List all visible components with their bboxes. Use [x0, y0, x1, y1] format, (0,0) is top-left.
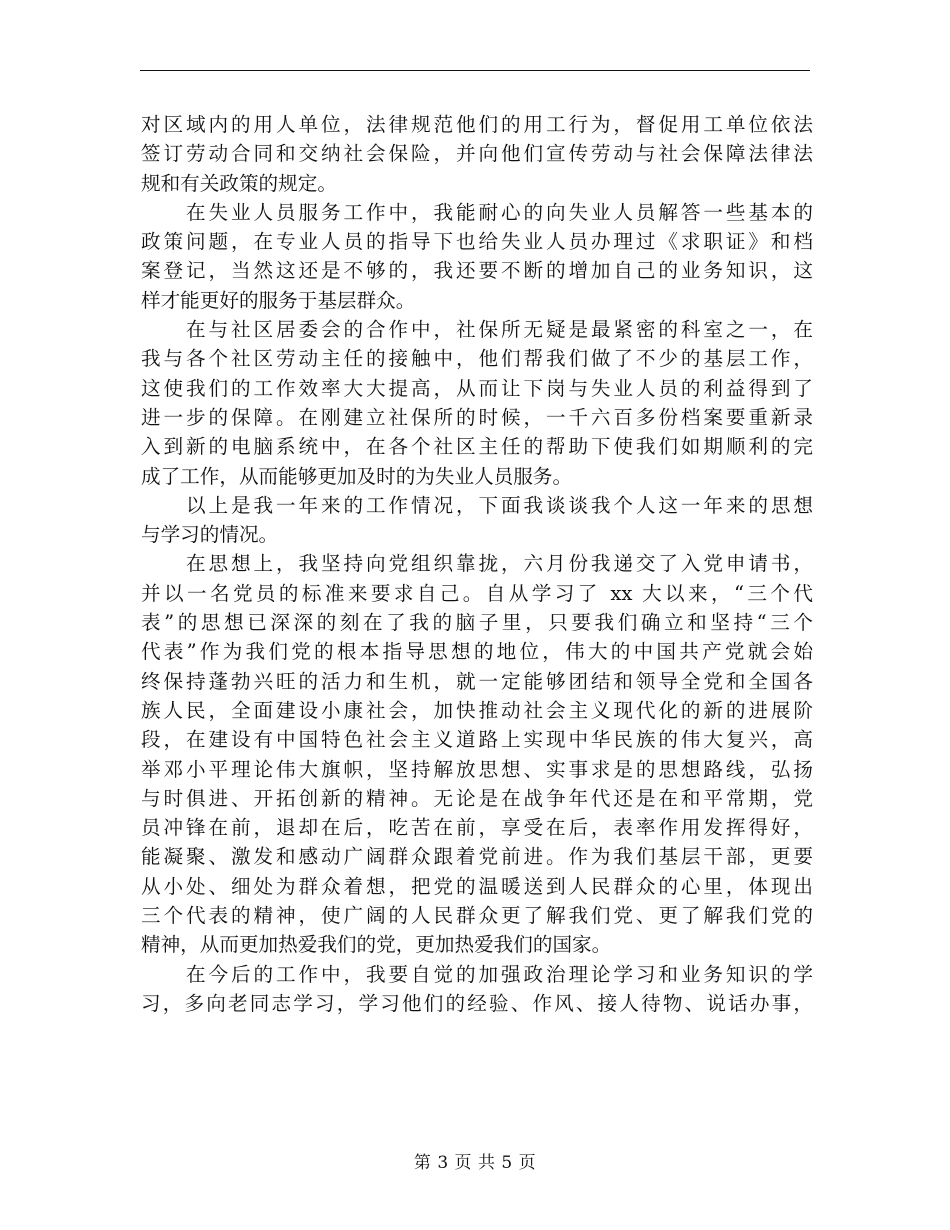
text-line: 习，多向老同志学习，学习他们的经验、作风、接人待物、说话办事， — [141, 991, 813, 1015]
document-body — [141, 110, 813, 1018]
paragraph — [141, 110, 813, 198]
header-rule — [140, 70, 810, 71]
text-line: 案登记，当然这还是不够的，我还要不断的增加自己的业务知识，这 — [141, 259, 813, 283]
text-line: 政策问题，在专业人员的指导下也给失业人员办理过《求职证》和档 — [141, 230, 813, 254]
text-line: 从小处、细处为群众着想，把党的温暖送到人民群众的心里，体现出 — [141, 874, 813, 898]
text-line: 成了工作，从而能够更加及时的为失业人员服务。 — [141, 464, 573, 488]
text-line: 代表”作为我们党的根本指导思想的地位，伟大的中国共产党就会始 — [141, 640, 813, 664]
text-line: 入到新的电脑系统中，在各个社区主任的帮助下使我们如期顺利的完 — [141, 435, 813, 459]
text-line: 终保持蓬勃兴旺的活力和生机，就一定能够团结和领导全党和全国各 — [141, 669, 813, 693]
text-line: 规和有关政策的规定。 — [141, 171, 337, 195]
paragraph — [141, 549, 813, 959]
paragraph — [141, 198, 813, 315]
text-line: 在今后的工作中，我要自觉的加强政治理论学习和业务知识的学 — [186, 962, 813, 986]
text-line: 样才能更好的服务于基层群众。 — [141, 288, 416, 312]
text-line: 举邓小平理论伟大旗帜，坚持解放思想、实事求是的思想路线，弘扬 — [141, 757, 813, 781]
text-line: 与时俱进、开拓创新的精神。无论是在战争年代还是在和平常期，党 — [141, 786, 813, 810]
text-line: 对区域内的用人单位，法律规范他们的用工行为，督促用工单位依法 — [141, 113, 813, 136]
text-line: 族人民，全面建设小康社会，加快推动社会主义现代化的新的进展阶 — [141, 698, 813, 722]
paragraph — [141, 491, 813, 550]
paragraph — [141, 315, 813, 491]
text-line: 我与各个社区劳动主任的接触中，他们帮我们做了不少的基层工作， — [141, 347, 813, 371]
text-line: 三个代表的精神，使广阔的人民群众更了解我们党、更了解我们党的 — [141, 904, 813, 928]
text-line: 以上是我一年来的工作情况，下面我谈谈我个人这一年来的思想 — [186, 493, 813, 517]
text-line: 进一步的保障。在刚建立社保所的时候，一千六百多份档案要重新录 — [141, 405, 813, 429]
page-footer: 第 3 页 共 5 页 — [413, 1153, 537, 1173]
text-line: 精神，从而更加热爱我们的党，更加热爱我们的国家。 — [141, 933, 612, 957]
paragraph — [141, 960, 813, 1019]
text-line: 能凝聚、激发和感动广阔群众跟着党前进。作为我们基层干部，更要 — [141, 845, 813, 869]
text-line: 在失业人员服务工作中，我能耐心的向失业人员解答一些基本的 — [186, 200, 813, 224]
text-line: 这使我们的工作效率大大提高，从而让下岗与失业人员的利益得到了 — [141, 376, 813, 400]
text-line: 段，在建设有中国特色社会主义道路上实现中华民族的伟大复兴，高 — [141, 728, 813, 752]
text-line: 与学习的情况。 — [141, 523, 279, 547]
text-line: 在思想上，我坚持向党组织靠拢，六月份我递交了入党申请书， — [186, 552, 813, 576]
text-line: 并以一名党员的标准来要求自己。自从学习了 xx 大以来，“三个代 — [141, 581, 813, 605]
text-line: 在与社区居委会的合作中，社保所无疑是最紧密的科室之一，在 — [186, 318, 813, 342]
text-line: 签订劳动合同和交纳社会保险，并向他们宣传劳动与社会保障法律法 — [141, 142, 813, 166]
text-line: 表”的思想已深深的刻在了我的脑子里，只要我们确立和坚持“三个 — [141, 611, 813, 635]
text-line: 员冲锋在前，退却在后，吃苦在前，享受在后，表率作用发挥得好， — [141, 816, 813, 840]
